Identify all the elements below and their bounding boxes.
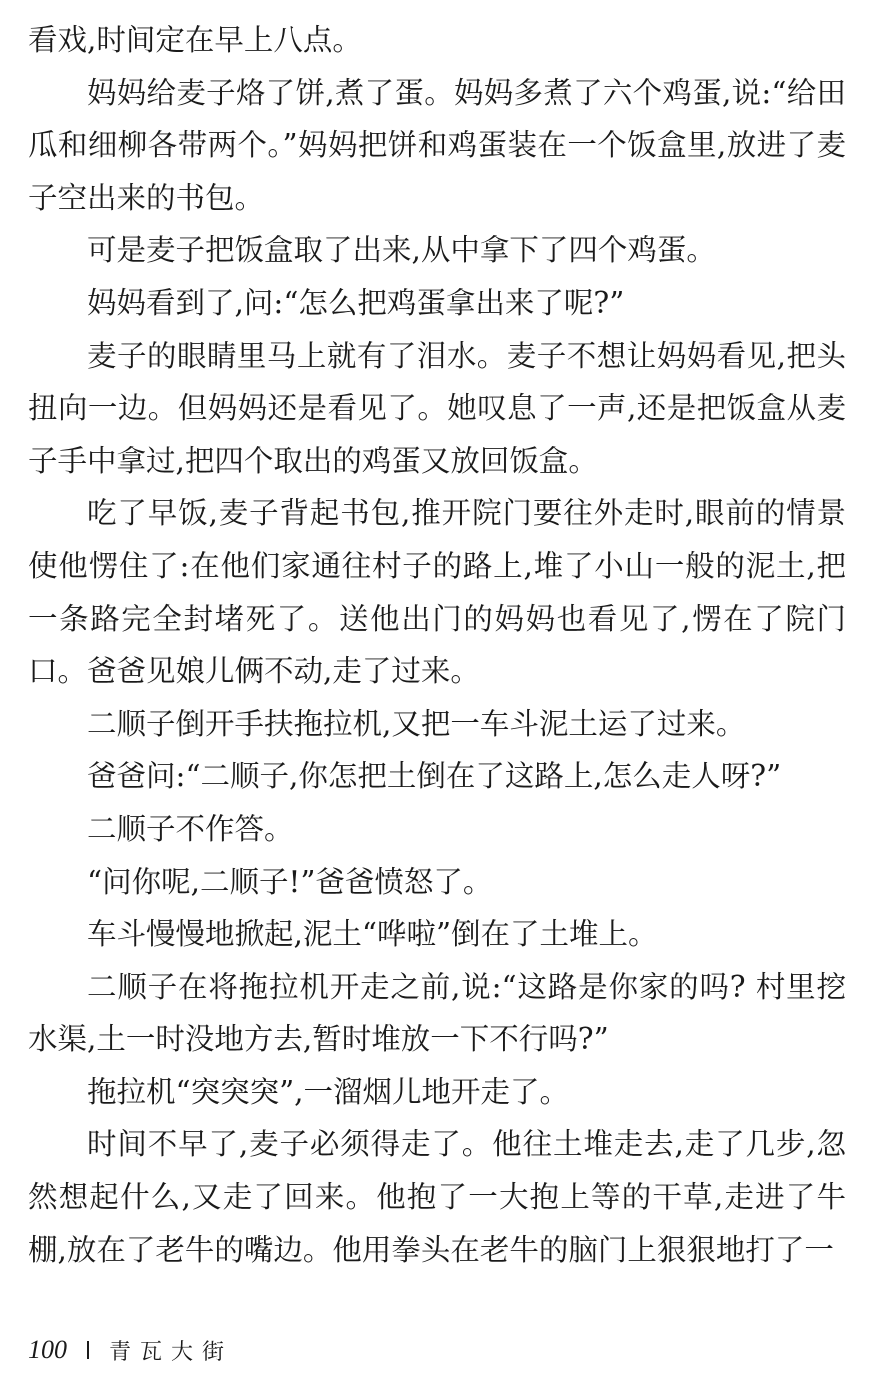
paragraph-4: 妈妈看到了,问:“怎么把鸡蛋拿出来了呢?” — [87, 285, 625, 320]
paragraph-9: 二顺子不作答。 — [87, 811, 294, 846]
paragraph-5: 麦子的眼睛里马上就有了泪水。麦子不想让妈妈看见,把头扭向一边。但妈妈还是看见了。她叹息了一声,还是把饭盒从麦子手中拿过,把四个取出的鸡蛋又放回饭盒。 — [28, 338, 846, 478]
paragraph-13: 拖拉机“突突突”,一溜烟儿地开走了。 — [87, 1074, 570, 1109]
paragraph-1: 看戏,时间定在早上八点。 — [28, 23, 362, 57]
book-title: 青瓦大街 — [109, 1339, 234, 1365]
page-footer — [28, 1330, 233, 1370]
page-number: 100 — [28, 1335, 67, 1364]
paragraph-2: 妈妈给麦子烙了饼,煮了蛋。妈妈多煮了六个鸡蛋,说:“给田瓜和细柳各带两个。”妈妈把饼和鸡蛋装在一个饭盒里,放进了麦子空出来的书包。 — [28, 75, 846, 215]
paragraph-7: 二顺子倒开手扶拖拉机,又把一车斗泥土运了过来。 — [87, 706, 746, 741]
paragraph-11: 车斗慢慢地掀起,泥土“哗啦”倒在了土堆上。 — [87, 917, 658, 952]
paragraph-10: “问你呢,二顺子!”爸爸愤怒了。 — [87, 864, 493, 899]
paragraph-3: 可是麦子把饭盒取了出来,从中拿下了四个鸡蛋。 — [87, 233, 716, 268]
paragraph-14: 时间不早了,麦子必须得走了。他往土堆走去,走了几步,忽然想起什么,又走了回来。他抱了一大抱上等的干草,走进了牛棚,放在了老牛的嘴边。他用拳头在老牛的脑门上狠狠地打了一 — [28, 1127, 846, 1267]
footer-divider — [87, 1341, 89, 1359]
paragraph-8: 爸爸问:“二顺子,你怎把土倒在了这路上,怎么走人呀?” — [87, 759, 782, 794]
paragraph-6: 吃了早饭,麦子背起书包,推开院门要往外走时,眼前的情景使他愣住了:在他们家通往村子的路上,堆了小山一般的泥土,把一条路完全封堵死了。送他出门的妈妈也看见了,愣在了院门口。爸爸见娘儿俩不动,走了过来。 — [28, 496, 846, 689]
paragraph-12: 二顺子在将拖拉机开走之前,说:“这路是你家的吗? 村里挖水渠,土一时没地方去,暂时堆放一下不行吗?” — [28, 969, 846, 1057]
page-body — [28, 14, 846, 1276]
